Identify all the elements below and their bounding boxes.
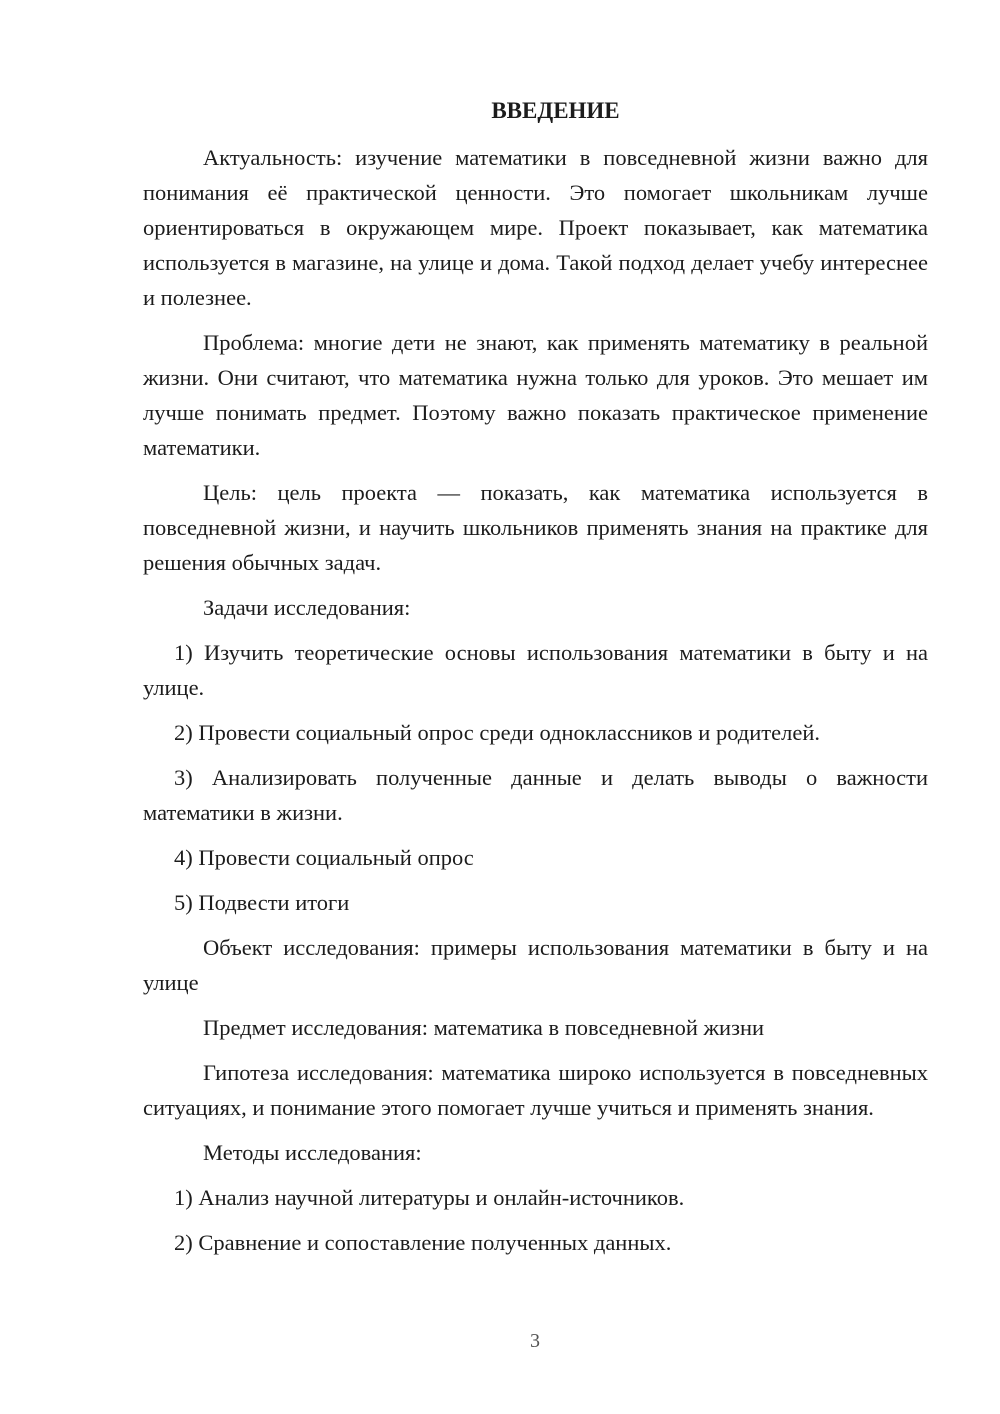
task-item-4: 4) Провести социальный опрос: [174, 845, 474, 870]
hypothesis-paragraph: Гипотеза исследования: математика широко используется в повседневных ситуациях, и понимание этого помогает лучше учиться и применять знания.: [143, 1060, 928, 1120]
page-title: ВВЕДЕНИЕ: [491, 98, 620, 123]
tasks-heading: Задачи исследования:: [203, 595, 411, 620]
subject-paragraph: Предмет исследования: математика в повседневной жизни: [203, 1015, 765, 1040]
task-item-5: 5) Подвести итоги: [174, 890, 350, 915]
task-item-2: 2) Провести социальный опрос среди одноклассников и родителей.: [174, 720, 820, 745]
relevance-paragraph: Актуальность: изучение математики в повседневной жизни важно для понимания её практической ценности. Это помогает школьникам лучше ориентироваться в окружающем мире. Проект показывает, как математика используется в магазине, на улице и дома. Такой подход делает учебу интереснее и полезнее.: [143, 145, 928, 310]
method-item-1: 1) Анализ научной литературы и онлайн-источников.: [174, 1185, 685, 1210]
task-item-3: 3) Анализировать полученные данные и делать выводы о важности математики в жизни.: [143, 765, 928, 825]
goal-paragraph: Цель: цель проекта — показать, как математика используется в повседневной жизни, и научить школьников применять знания на практике для решения обычных задач.: [143, 480, 928, 575]
object-paragraph: Объект исследования: примеры использования математики в быту и на улице: [143, 935, 928, 995]
method-item-2: 2) Сравнение и сопоставление полученных данных.: [174, 1230, 672, 1255]
methods-heading: Методы исследования:: [203, 1140, 422, 1165]
task-item-1: 1) Изучить теоретические основы использования математики в быту и на улице.: [143, 640, 928, 700]
problem-paragraph: Проблема: многие дети не знают, как применять математику в реальной жизни. Они считают, что математика нужна только для уроков. Это мешает им лучше понимать предмет. Поэтому важно показать практическое применение математики.: [143, 330, 928, 460]
page-number: 3: [530, 1330, 540, 1352]
